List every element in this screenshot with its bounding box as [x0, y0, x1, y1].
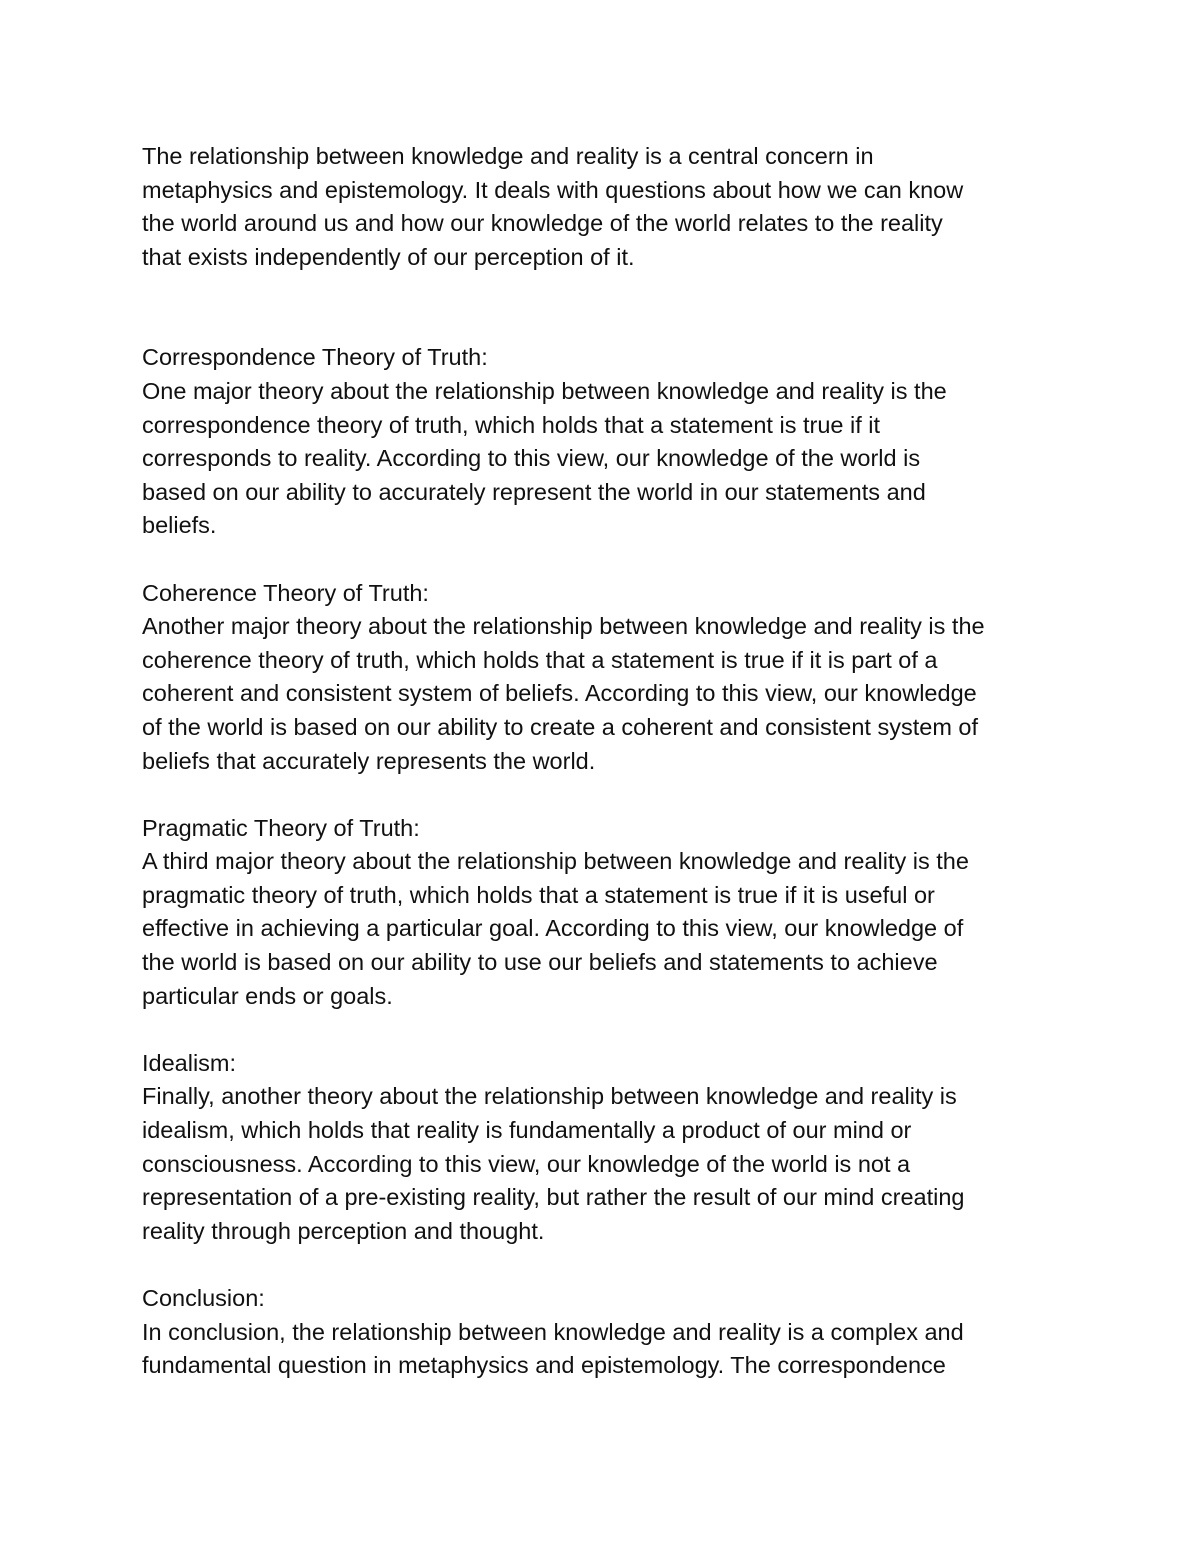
section-heading: Pragmatic Theory of Truth: — [142, 814, 420, 841]
section-body: Another major theory about the relationship between knowledge and reality is the coherence theory of truth, which holds that a statement is true if it is part of a coherent and consistent system of beliefs. According to this view, our knowledge of the world is based on our ability to create a coherent and consistent system of beliefs that accurately represents the world. — [142, 613, 985, 774]
intro-paragraph: The relationship between knowledge and reality is a central concern in metaphysics and epistemology. It deals with questions about how we can know the world around us and how our knowledge of the world relates to the reality that exists independently of our perception of it. — [142, 143, 964, 270]
section-body: In conclusion, the relationship between knowledge and reality is a complex and fundamental question in metaphysics and epistemology. The correspondence — [142, 1318, 964, 1379]
section-heading: Correspondence Theory of Truth: — [142, 344, 488, 371]
section-heading: Conclusion: — [142, 1285, 265, 1311]
section-heading: Idealism: — [142, 1049, 237, 1076]
section-body: Finally, another theory about the relationship between knowledge and reality is idealism, which holds that reality is fundamentally a product of our mind or consciousness. According to this view, our knowledge of the world is not a representation of a pre-existing reality, but rather the result of our mind creating reality through perception and thought. — [142, 1083, 965, 1244]
section-body: A third major theory about the relationship between knowledge and reality is the pragmatic theory of truth, which holds that a statement is true if it is useful or effective in achieving a particular goal. According to this view, our knowledge of the world is based on our ability to use our beliefs and statements to achieve particular ends or goals. — [142, 848, 969, 1009]
section-body: One major theory about the relationship between knowledge and reality is the correspondence theory of truth, which holds that a statement is true if it corresponds to reality. According to this view, our knowledge of the world is based on our ability to accurately represent the world in our statements and beliefs. — [142, 377, 947, 539]
section-coherence — [142, 577, 1072, 779]
section-correspondence — [142, 341, 1072, 543]
section-conclusion — [142, 1282, 1072, 1383]
section-pragmatic — [142, 812, 1072, 1014]
document-content — [142, 140, 1072, 1416]
section-idealism — [142, 1047, 1072, 1249]
section-heading: Coherence Theory of Truth: — [142, 579, 429, 606]
